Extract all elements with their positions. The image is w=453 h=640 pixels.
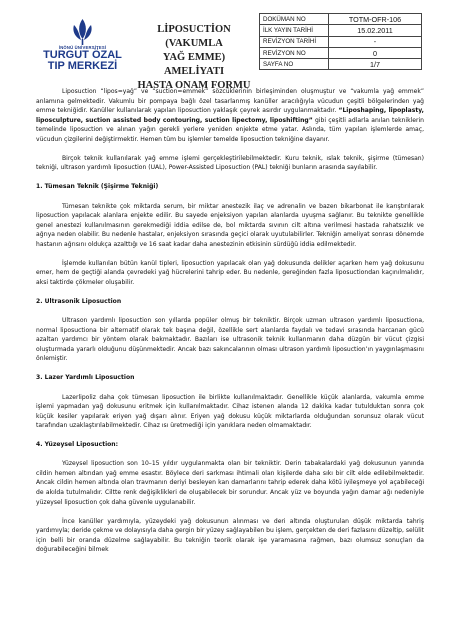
- intro-paragraph-1: [36, 87, 424, 144]
- section-heading: 4. Yüzeysel Liposuction:: [36, 441, 119, 449]
- meta-value: -: [329, 36, 422, 47]
- intro-text-a: Liposuction “lipos=yağ” ve “suction=emmek” sözcüklerinin birleşiminden oluşmuştur ve “vakumla yağ emmek” anlamına gelmektedir. Vakumlu bir pompaya bağlı özel tasarlanmış kanüller aracılığıyla vücudun çeşitli bölgelerinden yağ emme tekniğidir. Kanüller kullanılarak yapılan liposuction yaklaşık çeyrek asırdır uygulanmaktadır.: [36, 88, 424, 115]
- section-heading: 3. Lazer Yardımlı Liposuction: [36, 374, 135, 382]
- meta-value: 1/7: [329, 59, 422, 70]
- section-paragraph: Yüzeysel liposuction son 10–15 yıldır uygulanmakta olan bir tekniktir. Derin tabakalardaki yağ dokusunun yanında cildin hemen altından yağ emme esastır. Böylece deri sarkması ihtimali olan kişilerde daha sıkı bir cilt elde edilebilmektedir. Ancak cildin hemen altında olan travmanın deriyi besleyen kan damarlarını tahrip ederek daha kötü iyileşmeye yol açabileceği de akılda tutulmalıdır. Ciltte renk değişiklikleri de oluşabilecek bir sorundur. Ancak yüz ve boyunda yağın damar ağı nedeniyle yüzeysel liposuction çok daha güvenle uygulanabilir.: [36, 460, 424, 506]
- section-heading: 2. Ultrasonik Liposuction: [36, 298, 122, 306]
- logo-text: [36, 45, 129, 72]
- meta-row-pub-date: [260, 25, 422, 36]
- form-title-line-2: YAĞ EMME) AMELİYATI: [162, 52, 226, 77]
- meta-label: SAYFA NO: [260, 59, 329, 70]
- meta-row-doc-no: [260, 14, 422, 25]
- section-paragraph: İnce kanüller yardımıyla, yüzeydeki yağ dokusunun alınması ve deri altında oluşturulan düşük miktarda tahriş yardımıyla; deride çekme ve dolayısıyla daha gergin bir yüzey sağlayabilen bu işlem, gerçekten de deri fazlasını düzeltip, selülit için belli bir oranda düzelme sağlayabilir. Bu tekniğin teorik olarak işe yaramasına rağmen, bazı olumsuz sonuçları da doğurabileceğini bilmek: [36, 517, 424, 554]
- section-paragraph: Lazerlipoliz daha çok tümesan liposuction ile birlikte kullanılmaktadır. Genellikle küçük alanlarda, vakumla emme işlemi yapmadan yağ dokusunu eritmek için kullanılmaktadır. Cihaz istenen alanda 12 dakika kadar tutulduktan sonra çok küçük kesiler yapılarak eriyen yağ dışarı alınır. Eriyen yağ dokusu küçük miktarlarda olduğundan sorunsuz olarak vücut tarafından uzaklaştırılabilmektedir. Cihaz ısı üretmediği için yanıklara neden olmamaktadır.: [36, 393, 424, 430]
- document-body: [36, 87, 424, 564]
- form-title-line-1: LİPOSUCTİON (VAKUMLA: [157, 24, 231, 49]
- logo-name: TURGUT ÖZAL: [43, 49, 122, 61]
- intro-technique-names: “Liposhaping, lipoplasty, liposculpture, suction assisted body contouring, suction lipectomy, liposhifting”: [36, 107, 424, 124]
- form-title-line-3: HASTA ONAM FORMU: [137, 80, 251, 91]
- hospital-logo: [36, 17, 129, 73]
- document-header: [36, 13, 424, 91]
- tulip-emblem-icon: [36, 17, 129, 47]
- meta-value: 0: [329, 47, 422, 58]
- meta-row-rev-date: [260, 36, 422, 47]
- section-heading: 1. Tümesan Teknik (Şişirme Tekniği): [36, 183, 159, 191]
- meta-row-page: [260, 59, 422, 70]
- intro-paragraph-2: Birçok teknik kullanılarak yağ emme işlemi gerçekleştirilebilmektedir. Kuru teknik, ıslak teknik, şişirme (tümesan) tekniği, ultrason yardımlı liposuction (UAL), Power-Assisted Liposuction (PAL) tekniği bunların arasında sayılabilir.: [36, 154, 424, 172]
- logo-subname: TIP MERKEZİ: [47, 60, 118, 72]
- section-paragraph: Tümesan teknikte çok miktarda serum, bir miktar anestezik ilaç ve adrenalin ve bazen bikarbonat ile karıştırılarak liposuction yapılacak alanlara enjekte edilir. Bu sayede enjeksiyon yapılan alanlarda uyuşma sağlanır. Bu teknikte genellikle genel anestezi kullanılmasının gerekmediği iddia edilse de, bol miktarda sıvının cilt altına verilmesi hastada rahatsızlık ve ağrıya neden olabilir. Bu nedenle hastalar, enjeksiyon sırasında geçici olarak uyutulabilirler. Tekniğin ameliyat sonrası dönemde hastanın ağrısını oldukça azalttığı ve 16 saat kadar daha anestezinin etkisinin sürdüğü iddia edilmektedir.: [36, 202, 424, 248]
- document-meta-table: [259, 13, 422, 70]
- meta-label: DOKÜMAN NO: [260, 14, 329, 25]
- meta-value: 15.02.2011: [329, 25, 422, 36]
- meta-label: REVİZYON TARİHİ: [260, 36, 329, 47]
- meta-label: İLK YAYIN TARİHİ: [260, 25, 329, 36]
- form-title: [134, 23, 254, 93]
- section-paragraph: Ultrason yardımlı liposuction son yıllarda popüler olmuş bir tekniktir. Birçok uzman ultrason yardımlı liposuctiona, normal liposuctiona bir alternatif olarak tek başına değil, özellikle sert alanlarda faydalı ve tedavi sırasında harcanan gücü azaltan yardımcı bir yöntem olarak bakmaktadır. Bazıları ise ultrasonik teknik kullanmanın daha düzgün bir vücut çizgisi oluşturmada yararlı olduğunu düşünmektedir. Ancak bazı sakıncalarının olması ultrason yardımlı liposuction’ın yaygınlaşmasını önlemiştir.: [36, 317, 424, 363]
- meta-value: TOTM-OFR-106: [329, 14, 422, 25]
- intro-text-b: gibi çeşitli adlarla anılan tekniklerin temelinde liposuction ve alınan yağın gerekli yerlere yeniden enjekte etme yatar. Aslında, tüm yapılan işlemlerde amaç, vücudun çizgilerini değiştirmektir. Hemen tüm bu işlemler temelde liposuction tekniğine dayanır.: [36, 116, 425, 143]
- meta-label: REVİZYON NO: [260, 47, 329, 58]
- logo-university: İNÖNÜ ÜNİVERSİTESİ: [58, 45, 107, 50]
- meta-row-rev-no: [260, 47, 422, 58]
- section-paragraph: İşlemde kullanılan bütün kanül tipleri, liposuction yapılacak olan yağ dokusunda delikler açarken hem yağ dokusunu emer, hem de geçtiği alanda çevredeki yağ hücrelerini tahrip eder. Bu nedenle, gereğinden fazla liposuctiondan kaçınılmalıdır, aksi taktirde çökmeler oluşabilir.: [36, 259, 424, 286]
